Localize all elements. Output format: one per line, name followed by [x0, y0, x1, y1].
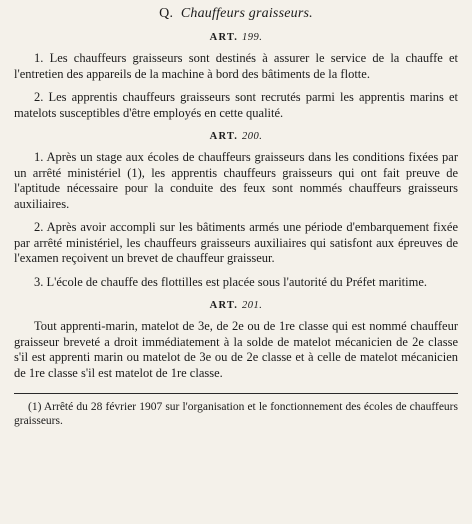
article-200-paragraph-2: 2. Après avoir accompli sur les bâtiments armés une période d'embarquement fixée par arrêté ministériel, les chauffeurs graisseurs auxiliaires qui satisfont aux épreuves de l'examen reçoivent un brevet de chauffeur graisseur.: [14, 220, 458, 265]
article-label: ART.: [209, 300, 239, 311]
article-heading-201: [14, 300, 458, 311]
article-199-paragraph-1: 1. Les chauffeurs graisseurs sont destinés à assurer le service de la chauffe et l'entretien des appareils de la machine à bord des bâtiments de la flotte.: [14, 51, 458, 81]
footnote: (1) Arrêté du 28 février 1907 sur l'organisation et le fonctionnement des écoles de chauffeurs graisseurs.: [14, 401, 458, 427]
article-199-paragraph-2: 2. Les apprentis chauffeurs graisseurs sont recrutés parmi les apprentis marins et matelots susceptibles d'être employés en cette qualité.: [14, 90, 458, 120]
article-200-paragraph-1: 1. Après un stage aux écoles de chauffeurs graisseurs dans les conditions fixées par un arrêté ministériel (1), les apprentis chauffeurs graisseurs qui ont fait preuve de l'aptitude nécessaire pour la conduite des feux sont nommés chauffeurs graisseurs auxiliaires.: [14, 150, 458, 211]
section-heading: [14, 6, 458, 22]
section-title: Chauffeurs graisseurs.: [180, 6, 313, 21]
section-letter: Q.: [159, 6, 174, 21]
article-heading-199: [14, 32, 458, 43]
article-200-paragraph-3: 3. L'école de chauffe des flottilles est placée sous l'autorité du Préfet maritime.: [34, 274, 428, 289]
article-label: ART.: [209, 32, 239, 43]
article-heading-200: [14, 131, 458, 142]
footnote-divider: [14, 393, 458, 394]
article-number: 200.: [241, 131, 263, 142]
article-number: 199.: [241, 32, 263, 43]
article-201-paragraph-1: Tout apprenti-marin, matelot de 3e, de 2e ou de 1re classe qui est nommé chauffeur graisseur breveté a droit immédiatement à la solde de matelot mécanicien de 2e classe s'il est apprenti marin ou matelot de 3e ou de 2e classe et à celle de matelot mécanicien de 1re classe s'il est matelot de 1re classe.: [14, 319, 458, 380]
article-number: 201.: [241, 300, 263, 311]
article-label: ART.: [209, 131, 239, 142]
